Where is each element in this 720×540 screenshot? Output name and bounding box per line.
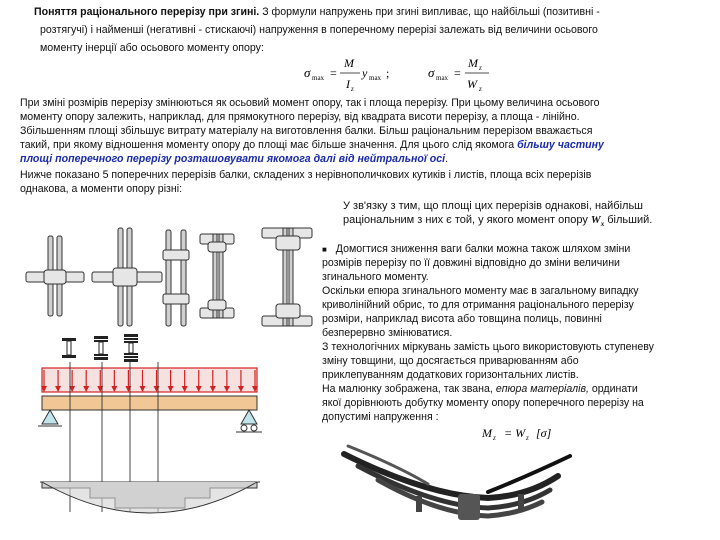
para2-line-3: Збільшенням площі збільшує витрату матеріалу на виготовлення балки. Більш раціональним перерізом вважається	[20, 125, 593, 137]
right-a2-sub: x	[600, 220, 605, 229]
intro-text-1: З формули напружень при згині випливає, що найбільші (позитивні -	[262, 6, 600, 18]
para3-line-1: Нижче показано 5 поперечних перерізів балки, складених з нерівнополичкових кутиків і листів, площа всіх перерізів	[20, 169, 592, 181]
para2-line-5-emphasis: площі поперечного перерізу розташовувати якомога далі від нейтральної осі	[20, 153, 446, 165]
right-b3: згинального моменту.	[322, 271, 429, 283]
f2-sigma: σ	[428, 65, 435, 80]
f3-sigma: [σ]	[536, 426, 552, 440]
right-b11-text: На малюнку зображена, так звана,	[322, 383, 493, 395]
right-b10: приклепуванням додаткових горизонтальних листів.	[322, 369, 579, 381]
para2-line-4-emphasis: більшу частину	[517, 139, 604, 151]
f3-m-sub: z	[493, 434, 496, 442]
f2-num-sub: z	[479, 64, 482, 72]
cross-section-5	[262, 228, 312, 326]
right-b11-end: ординати	[591, 383, 638, 395]
small-section-2	[94, 336, 108, 360]
right-b1-text: Домогтися зниження ваги балки можна також шляхом зміни	[335, 243, 631, 255]
small-section-1	[62, 338, 76, 358]
small-section-3	[124, 334, 138, 362]
right-b4: Оскільки епюра згинального моменту має в загальному випадку	[322, 285, 639, 297]
leaf-spring	[338, 436, 578, 536]
beam-diagram	[30, 362, 270, 537]
left-support	[38, 410, 62, 426]
f1-sub: max	[312, 74, 325, 82]
para2-line-2: моменту опору залежить, наприклад, для прямокутного перерізу, від квадрата висоти перерізу, а площа - лінійно.	[20, 111, 580, 123]
stress-formulas	[296, 52, 526, 96]
f1-den-sub: z	[351, 85, 354, 93]
right-a2-end: більший.	[607, 214, 653, 226]
spring-clip-1	[416, 496, 422, 512]
f1-num: M	[344, 56, 354, 70]
right-b2: розмірів перерізу по її довжині відповідно до зміни величини	[322, 257, 620, 269]
right-b11-italic: епюра матеріалів,	[495, 383, 589, 395]
small-i-sections	[60, 334, 150, 364]
right-b5: криволінійний обрис, то для отримання раціонального перерізу	[322, 299, 634, 311]
para2-line-5	[20, 153, 448, 166]
right-b12: якої дорівнюють добутку моменту опору поперечного перерізу на	[322, 397, 644, 409]
right-a2	[343, 214, 652, 231]
beam	[42, 396, 257, 410]
f1-y-sub: max	[369, 74, 382, 82]
para2-line-4	[20, 139, 604, 152]
right-a2-text: раціональним з них є той, у якого момент опору	[343, 214, 588, 226]
f1-den: I	[346, 77, 350, 91]
f1-sigma: σ	[304, 65, 311, 80]
right-b8: З технологічних міркувань замість цього використовують ступеневу	[322, 341, 654, 353]
bullet-icon: ■	[322, 245, 327, 254]
right-b11	[322, 383, 638, 396]
distributed-load	[42, 368, 257, 392]
f2-sub: max	[436, 74, 449, 82]
right-b13: допустимі напруження :	[322, 411, 439, 423]
para2-line-4-text: такий, при якому відношення моменту опору до площі має більше значення. Для цього слід якомога	[20, 139, 515, 151]
f1-eq: =	[330, 66, 337, 80]
right-b7: безперервно змінюватися.	[322, 327, 453, 339]
f1-y: y	[362, 66, 368, 80]
right-a2-w: W	[590, 214, 601, 226]
right-b1	[322, 243, 630, 257]
moment-diagram	[42, 482, 257, 513]
f2-num: M	[468, 56, 478, 70]
intro-heading: Поняття раціонального перерізу при згині.	[34, 6, 260, 18]
f2-eq: =	[454, 66, 461, 80]
f1-dot: ;	[386, 66, 390, 80]
para2-line-1: При зміні розмірів перерізу змінюються як осьовий момент опору, так і площа перерізу. При цьому величина осьового	[20, 97, 600, 109]
intro-line-3: моменту інерції або осьового моменту опору:	[40, 42, 264, 54]
f2-den: W	[467, 77, 477, 91]
right-b9: зміну товщини, що досягається приварюванням або	[322, 355, 579, 367]
intro-line-2: розтягучі) і найменші (негативні - стискаючі) напруження в поперечному перерізі залежать від величини осьового	[40, 24, 598, 36]
cross-section-2	[92, 228, 162, 326]
five-cross-sections	[0, 212, 320, 332]
right-b6: розміри, наприклад висота або товщина полиць, повинні	[322, 313, 602, 325]
spring-clamp	[458, 494, 480, 520]
para2-line-5-end: .	[445, 153, 449, 165]
right-support	[236, 410, 262, 432]
f3-eq-w: = W	[504, 426, 526, 440]
f2-den-sub: z	[479, 85, 482, 93]
spring-clip-2	[518, 494, 524, 510]
right-a1: У зв'язку з тим, що площі цих перерізів однакові, найбільш	[343, 200, 644, 212]
f3-m: M	[482, 426, 492, 440]
cross-section-4	[200, 234, 234, 318]
f3-w-sub: z	[526, 434, 529, 442]
cross-section-1	[26, 236, 84, 316]
intro-line-1	[34, 6, 600, 19]
para3-line-2: однакова, а моменти опору різні:	[20, 183, 183, 195]
cross-section-3	[163, 230, 189, 326]
